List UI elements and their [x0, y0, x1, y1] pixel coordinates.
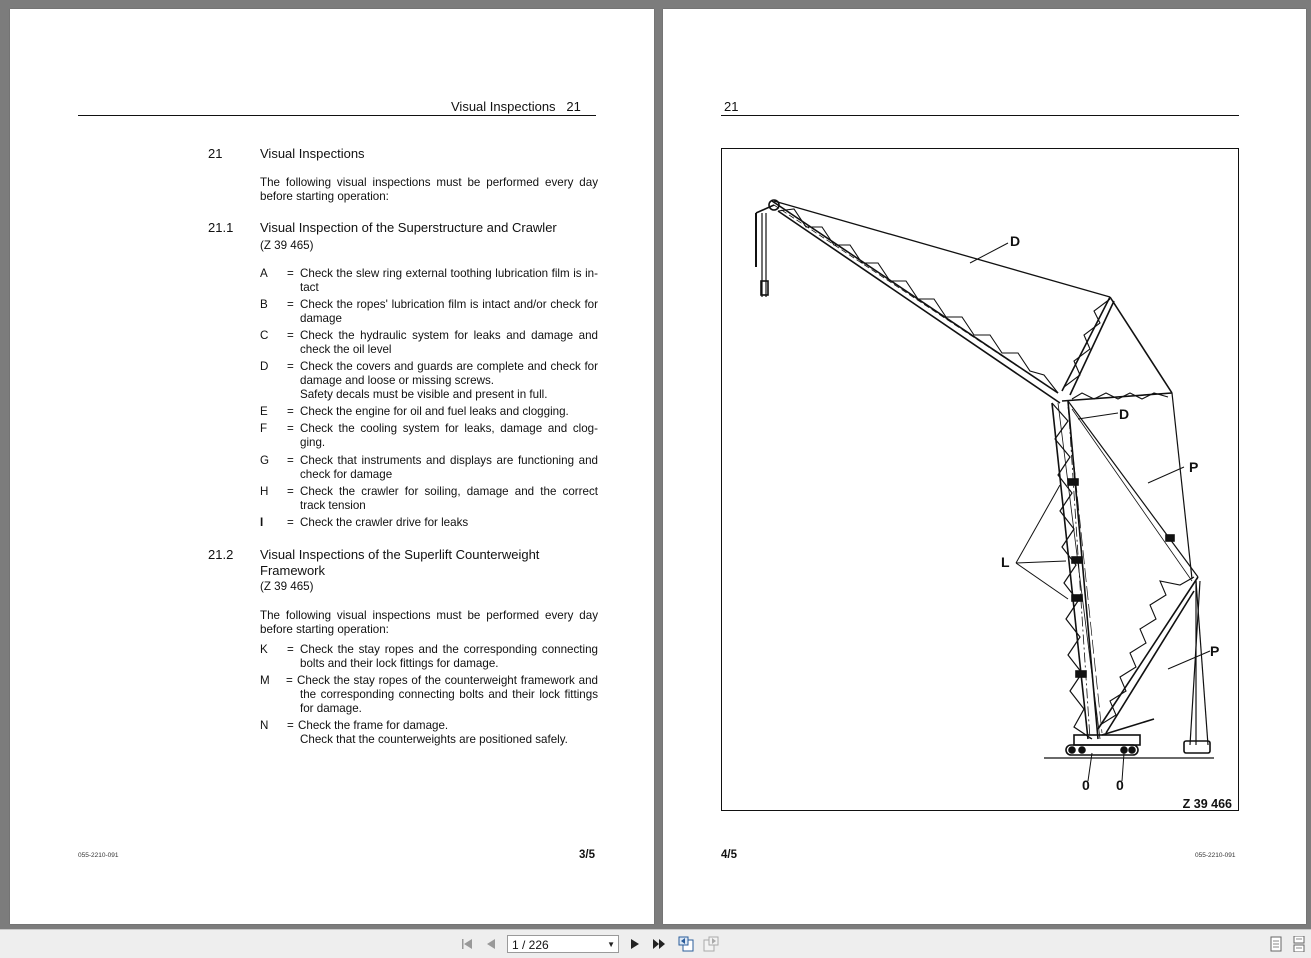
item-line: Check the covers and guards are complete and check for: [300, 360, 598, 373]
item-eq: =: [287, 485, 294, 498]
last-page-icon[interactable]: [651, 936, 667, 952]
chevron-down-icon: ▼: [607, 940, 615, 949]
footer-code: 055-2210-091: [1195, 852, 1236, 859]
item-letter: C: [260, 329, 269, 342]
back-view-icon[interactable]: [678, 936, 694, 952]
item-eq: =: [287, 267, 294, 280]
first-page-icon[interactable]: [459, 936, 475, 952]
item-line: tact: [300, 281, 319, 294]
single-page-view-icon[interactable]: [1268, 936, 1284, 952]
crane-drawing: [722, 149, 1238, 810]
label-d-mid: D: [1119, 406, 1130, 422]
subsection2-intro: [260, 609, 598, 637]
header-number: 21: [566, 99, 581, 114]
intro-line-1: The following visual inspections must be performed every day: [260, 609, 598, 622]
header-rule: [78, 115, 596, 116]
next-page-icon[interactable]: [627, 936, 643, 952]
item-letter: E: [260, 405, 268, 418]
item-eq: =: [287, 643, 294, 656]
subsection1-title: Visual Inspection of the Superstructure and Crawler: [260, 220, 557, 235]
item-line: check for damage: [300, 468, 393, 481]
label-d-top: D: [1010, 233, 1021, 249]
item-line: Check the frame for damage.: [298, 719, 449, 732]
item-letter: H: [260, 485, 269, 498]
label-o-left: 0: [1082, 777, 1090, 793]
subsection1-ref: (Z 39 465): [260, 239, 314, 252]
subsection2-number: 21.2: [208, 547, 234, 562]
item-eq: =: [287, 405, 294, 418]
forward-view-icon[interactable]: [703, 936, 719, 952]
item-line: Safety decals must be visible and present in full.: [300, 388, 548, 401]
previous-page-icon[interactable]: [483, 936, 499, 952]
label-l: L: [1001, 554, 1010, 570]
crane-figure: [721, 148, 1239, 811]
viewer-toolbar: [0, 929, 1311, 958]
section-title: Visual Inspections: [260, 146, 365, 161]
item-eq: =: [286, 674, 293, 687]
subsection2-ref: (Z 39 465): [260, 580, 314, 593]
intro-line-2: before starting operation:: [260, 190, 389, 203]
item-eq: =: [287, 298, 294, 311]
header-rule: [721, 115, 1239, 116]
item-letter: M: [260, 674, 270, 687]
item-eq: =: [287, 454, 294, 467]
item-letter: A: [260, 267, 268, 280]
item-line: Check that instruments and displays are functioning and: [300, 454, 598, 467]
subsection2-title: [260, 547, 539, 579]
item-line: Check the stay ropes of the counterweight framework and: [297, 674, 598, 687]
item-line: track tension: [300, 499, 366, 512]
section-number: 21: [208, 146, 223, 161]
item-line: Check the stay ropes and the corresponding connecting: [300, 643, 598, 656]
footer-page-number: 3/5: [579, 849, 595, 861]
item-line: for damage.: [300, 702, 362, 715]
item-letter: K: [260, 643, 268, 656]
header-number: 21: [724, 99, 739, 114]
item-line: Check the hydraulic system for leaks and damage and: [300, 329, 598, 342]
page-header-title: [451, 99, 581, 114]
subsection1-number: 21.1: [208, 220, 234, 235]
item-line: Check the crawler drive for leaks: [300, 516, 469, 529]
item-letter: N: [260, 719, 269, 732]
item-eq: =: [287, 422, 294, 435]
item-letter: F: [260, 422, 268, 435]
label-p-top: P: [1189, 459, 1199, 475]
page-display: 1 / 226: [512, 938, 549, 952]
item-letter: B: [260, 298, 268, 311]
figure-reference: Z 39 466: [1182, 797, 1232, 811]
page-selector[interactable]: [507, 935, 619, 953]
intro-line-1: The following visual inspections must be performed every day: [260, 176, 598, 189]
item-line: Check the ropes' lubrication film is intact and/or check for: [300, 298, 598, 311]
item-eq: =: [287, 516, 294, 529]
item-line: Check the slew ring external toothing lubrication film is in-: [300, 267, 598, 280]
item-eq: =: [287, 360, 294, 373]
item-line: the corresponding connecting bolts and their lock fittings: [300, 688, 598, 701]
item-line: ging.: [300, 436, 326, 449]
item-line: bolts and their lock fittings for damage.: [300, 657, 499, 670]
item-letter: D: [260, 360, 269, 373]
subsection2-title-line: Framework: [260, 563, 326, 578]
item-line: damage and loose or missing screws.: [300, 374, 494, 387]
left-page: [10, 9, 654, 924]
item-eq: =: [287, 329, 294, 342]
header-title: Visual Inspections: [451, 99, 556, 114]
item-letter: I: [260, 516, 264, 529]
subsection2-title-line: Visual Inspections of the Superlift Counterweight: [260, 547, 540, 562]
item-line: Check the cooling system for leaks, damage and clog-: [300, 422, 598, 435]
item-letter: G: [260, 454, 270, 467]
footer-code: 055-2210-091: [78, 852, 119, 859]
item-eq: =: [287, 719, 294, 732]
continuous-view-icon[interactable]: [1291, 936, 1307, 952]
item-line: Check that the counterweights are positioned safely.: [300, 733, 568, 746]
item-line: Check the crawler for soiling, damage and the correct: [300, 485, 598, 498]
footer-page-number: 4/5: [721, 849, 737, 861]
section-intro: [260, 176, 598, 204]
label-o-right: 0: [1116, 777, 1124, 793]
label-p-bottom: P: [1210, 643, 1220, 659]
right-page: [663, 9, 1306, 924]
item-line: Check the engine for oil and fuel leaks and clogging.: [300, 405, 569, 418]
intro-line-2: before starting operation:: [260, 623, 389, 636]
item-line: check the oil level: [300, 343, 392, 356]
item-line: damage: [300, 312, 342, 325]
